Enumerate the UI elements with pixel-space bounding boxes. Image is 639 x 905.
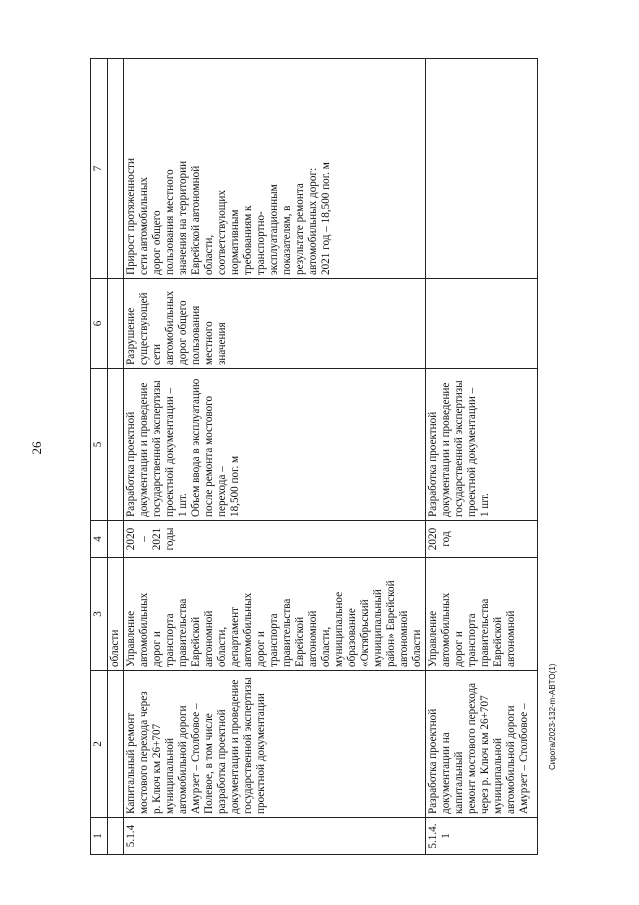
text-line: дорог общего xyxy=(150,210,163,275)
program-measures-table xyxy=(90,58,538,855)
consequences-cell xyxy=(425,279,537,369)
text-line: образование xyxy=(345,608,358,667)
measure-name-cell xyxy=(124,671,426,818)
indicator-cell xyxy=(124,59,426,279)
text-line: через р. Ключ км 26+707 xyxy=(478,695,491,814)
text-line: пользования местного xyxy=(163,169,176,275)
text-line: автомобильной дороги xyxy=(176,705,189,814)
col-header-5: 5 xyxy=(91,369,108,521)
page-number: 26 xyxy=(29,441,44,455)
text-line: дорог общего xyxy=(176,300,189,365)
text-line: Разработка проектной xyxy=(125,411,137,517)
period-cell xyxy=(425,521,537,558)
text-line: р. Ключ км 26+707 xyxy=(150,723,163,814)
executor-cell xyxy=(425,558,537,671)
text-line: нормативным xyxy=(228,209,241,275)
table-row xyxy=(425,59,537,855)
text-line: разработка проектной xyxy=(215,709,228,814)
text-line: проектной документации – xyxy=(163,387,176,517)
text-line: области, xyxy=(215,626,228,667)
text-line: дорог и xyxy=(150,631,163,667)
text-line: автомобильных xyxy=(241,592,254,667)
text-line: ремонт мостового перехода xyxy=(465,682,478,814)
header-row xyxy=(91,59,108,855)
text-line: Капитальный ремонт xyxy=(125,712,137,814)
col-header-4: 4 xyxy=(91,521,108,558)
text-line: местного xyxy=(202,321,215,365)
text-line: документации и проведение xyxy=(228,679,241,814)
text-line: Еврейской xyxy=(189,616,202,667)
text-line: значения xyxy=(215,322,228,365)
text-line: 1 шт. xyxy=(478,493,491,517)
indicator-cell xyxy=(425,59,537,279)
text-line: транспортно- xyxy=(254,211,267,275)
result-cell xyxy=(124,369,426,521)
col-header-3: 3 xyxy=(91,558,108,671)
text-line: муниципальной xyxy=(163,738,176,814)
text-line: транспорта xyxy=(267,613,280,667)
text-line: значения на территории xyxy=(176,160,189,275)
text-line: муниципальное xyxy=(332,591,345,667)
text-line: Разработка проектной xyxy=(426,411,439,517)
text-line: Еврейской xyxy=(293,616,306,667)
text-line: 2020 – xyxy=(125,527,150,551)
text-line: дорог и xyxy=(254,631,267,667)
text-line: области, xyxy=(319,626,332,667)
text-line: «Октябрьский xyxy=(358,599,371,667)
text-line: 2021 xyxy=(150,527,163,551)
text-line: транспорта xyxy=(163,613,176,667)
text-line: 2020 xyxy=(426,527,439,551)
text-line: требованиям к xyxy=(241,205,254,275)
text-line: мостового перехода через xyxy=(137,691,150,814)
text-line: пользования xyxy=(189,305,202,365)
text-line: район» Еврейской xyxy=(384,580,397,667)
text-line: муниципальный xyxy=(371,589,384,667)
text-line: Разработка проектной xyxy=(426,708,439,814)
executor-cell xyxy=(124,558,426,671)
text-line: перехода – xyxy=(215,466,228,517)
text-line: государственной экспертизы xyxy=(452,380,465,517)
text-line: результате ремонта xyxy=(293,183,306,275)
text-line: показателям, в xyxy=(280,205,293,275)
table-row xyxy=(124,59,426,855)
text-line: области xyxy=(410,629,423,667)
text-line: Амурзет – Столбовое – xyxy=(517,703,530,814)
text-line: Разрушение xyxy=(125,307,137,365)
text-line: Еврейской автономной xyxy=(189,165,202,275)
text-line: автономной xyxy=(504,610,517,667)
text-line: Еврейской xyxy=(491,616,504,667)
text-line: годы xyxy=(163,527,176,551)
rotated-page-content xyxy=(90,59,538,855)
text-line: правительства xyxy=(280,598,293,667)
text-line: сети автомобильных xyxy=(137,177,150,275)
text-line: Прирост протяженности xyxy=(125,158,137,275)
col-header-1: 1 xyxy=(91,818,108,855)
text-line: государственной экспертизы xyxy=(241,677,254,814)
text-line: автомобильных xyxy=(163,290,176,365)
text-line: Объем ввода в эксплуатацию xyxy=(189,378,202,517)
col-header-7: 7 xyxy=(91,59,108,279)
col-header-6: 6 xyxy=(91,279,108,369)
document-code: Сирота/2023-132-m-ABTO(1) xyxy=(548,663,557,770)
text-line: сети xyxy=(150,344,163,365)
consequences-cell xyxy=(124,279,426,369)
measure-name-cell xyxy=(425,671,537,818)
text-line: год xyxy=(439,531,452,547)
text-line: 18,500 пог. м xyxy=(228,455,241,517)
text-line: эксплуатационным xyxy=(267,184,280,275)
row-number: 5.1.4 xyxy=(124,818,426,855)
text-line: существующей xyxy=(137,292,150,365)
text-line: муниципальной xyxy=(491,738,504,814)
text-line: автономной xyxy=(306,610,319,667)
text-line: области, xyxy=(202,234,215,275)
text-line: правительства xyxy=(478,598,491,667)
text-line: автомобильных xyxy=(137,592,150,667)
text-line: документации и проведение xyxy=(439,382,452,517)
text-line: дорог и xyxy=(452,631,465,667)
text-line: 2021 год – 18,500 пог. м xyxy=(319,162,332,275)
continuation-executor: области xyxy=(108,558,124,671)
text-line: проектной документации xyxy=(254,693,267,814)
continuation-row xyxy=(108,59,124,855)
text-line: автономной xyxy=(397,610,410,667)
text-line: соответствующих xyxy=(215,189,228,275)
text-line: транспорта xyxy=(465,613,478,667)
text-line: автомобильных xyxy=(439,592,452,667)
text-line: после ремонта мостового xyxy=(202,395,215,517)
text-line: Управление xyxy=(426,610,439,667)
text-line: департамент xyxy=(228,607,241,667)
col-header-2: 2 xyxy=(91,671,108,818)
text-line: 1 шт. xyxy=(176,493,189,517)
text-line: Амурзет – Столбовое – xyxy=(189,703,202,814)
text-line: Управление xyxy=(125,610,137,667)
text-line: документации и проведение xyxy=(137,382,150,517)
result-cell xyxy=(425,369,537,521)
row-number: 5.1.4.1 xyxy=(425,818,537,855)
text-line: автономной xyxy=(202,610,215,667)
text-line: документации на капитальный xyxy=(439,732,465,814)
text-line: автомобильной дороги xyxy=(504,705,517,814)
text-line: автомобильных дорог: xyxy=(306,167,319,275)
text-line: государственной экспертизы xyxy=(150,380,163,517)
text-line: Полевое, в том числе xyxy=(202,713,215,814)
text-line: проектной документации – xyxy=(465,387,478,517)
text-line: правительства xyxy=(176,598,189,667)
period-cell xyxy=(124,521,426,558)
